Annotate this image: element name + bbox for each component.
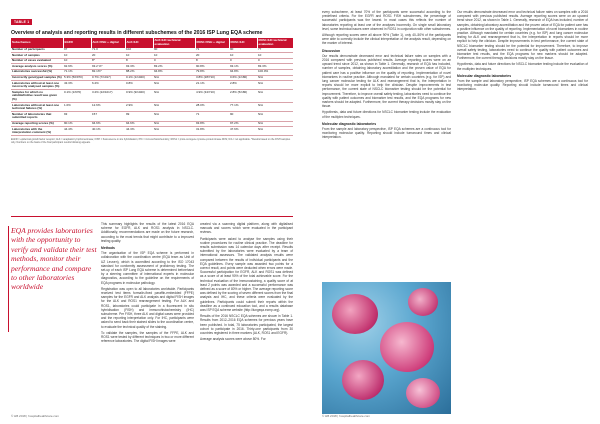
table-cell: N/A [153,127,195,136]
table-cell: 5.3% (50/970) [63,75,91,81]
table-cell: 90 [229,48,257,53]
table-cell: 6.2% [91,81,125,90]
table-cell: 47.6% [229,127,257,136]
left-column-1 [101,222,194,345]
footer-left: © HB 2018 | hospitalhealthcare.com [11,414,60,418]
paragraph: Average analysis scores were above 80%. For [200,337,266,342]
table-cell: 10 [257,53,293,59]
table-cell: 97 [63,48,91,53]
section-heading: Methods [101,246,115,251]
table-cell: 21.1% [195,81,229,90]
paragraph: Hypothesis, data and future directions for NSCLC biomarker testing include the evaluation of the multiplex techniques. [457,62,588,71]
paragraph: This summary highlights the results of the latest 2016 EQA scheme for EGFR, ALK and ROS1 analysis in NSCLC. Additionally, recommendations are made on the future research, according to the most trends that might contribute to a improved testing quality. [101,222,194,243]
table-cell: 8* [91,58,125,64]
table-row [11,81,293,90]
table-row [11,127,293,136]
section-heading: Discussion [322,48,341,53]
table-tag: TABLE 1 [11,19,32,25]
table-row-label: Number of samples [11,53,63,59]
table-cell: 20 [195,53,229,59]
table-header-cell: ALK IHC [125,38,153,47]
table-cell: 10 [153,53,195,59]
table-header-cell: EGFR [63,38,91,47]
table-cell: 31.8% [195,127,229,136]
table-cell: 0.9% (9/1020) [125,90,153,103]
table-cell: 0.8% [125,81,153,90]
table-cell: 0.1% (1/970) [63,90,91,103]
paragraph: created via a scanning digital platform, along with digitalised manuals and scores which were evaluated in the participant reviews. [200,222,293,235]
table-header-cell: ALK IHC technical evaluation [153,38,195,47]
results-table-block [11,10,293,144]
paragraph: every subscheme, at least 70% of the participants were successful according to the predefined criteria. For the EGFR and ROS1 FISH subschemes, the percentage of successful participants was the lowest. In most cases this reflects the number of laboratories reporting at least one of the analyses incorrectly. On single small laboratory level, some technical issues were observed in ROS1 in conjunction with other subschemes. [322,10,451,31]
results-table [11,38,294,136]
paragraph: Registration was open to all laboratories worldwide. Participants received test items formalin-fixed paraffin-embedded (FFPE) samples for the EGFR and ALK analysis and digital FISH images for the ALK and ROS1 rearrangement testing. For ALK and ROS1, laboratories could participate in a fluorescent in situ hybridisation (FISH) and immunohistochemistry (IHC) subscheme. Per FISH, three ALK and digital cases were provided and the reporting interpretation only. For IHC, participants were asked to send back their stained slides to the coordination centre, to evaluate the technical quality of the staining. [101,286,194,329]
table-cell: N/A [257,75,293,81]
table-cell: 93.3% [125,64,153,70]
table-cell: N/A [257,121,293,127]
table-cell: 0 [229,58,257,64]
table-cell: 3.2% (22/1017) [91,90,125,103]
table-row-label: Laboratories with the interpretation comment (%) [11,127,63,136]
table-cell: 102 [125,48,153,53]
table-cell: 157 [91,112,125,121]
table-title: Overview of analysis and reporting results in different subschemes of the 2016 ISP Lung EQA scheme [11,30,263,36]
table-cell: 94.8% [229,69,257,75]
table-cell: 10 [125,53,153,59]
table-body [11,48,293,136]
pull-quote-bar [8,226,9,332]
table-cell: 90.1% [63,121,91,127]
table-cell: 82.1%* [91,69,125,75]
paragraph: To validate the samples, the samples of the FFPE, ALK and ROS1 were tested by different techniques in two or more different reference laboratories. The digital FISH images were [101,330,194,344]
table-cell: 3.8% (28/710) [195,75,229,81]
table-cell: 1.0% [63,103,91,112]
paragraph: Our results demonstrate decreased error and technical failure rates on samples with a 2016 compared with previous published results. Average reporting scores were on an upward trend since 2012, as shown in Table 1. Generally, research of EQA has included, number of samples, obtaining laboratory accreditation and the proven value of EQA for patient care has a positive influence on the quality of reporting. Implementation of novel biomarkers in routine practice. Although mandated for certain countries (e.g. for ISP) and lung cancer molecular testing for ALK and rearrangement that is, the interpretation in reports should be more explicit to help the clinician. Despite improvements in test performance, the current state of NSCLC biomarker testing should be the potential for improvement. Therefore, to improve overall safety testing, laboratories need to continue the quality with patient outcomes and biomarker test results, and the EQA programs for new markers should be adapted. Furthermore, the current therapy decisions mostly stay on the tissue. [457,10,588,61]
table-header-cell: ALK FISH + digital [91,38,125,47]
table-cell: 71 [195,48,229,53]
paragraph: Our results demonstrate decreased error and technical failure rates on samples with a 2016 compared with previous published results. Average reporting scores were on an upward trend since 2012, as shown in Table 1. Generally, research of EQA has included, number of samples, obtaining laboratory accreditation and the proven value of EQA for patient care has a positive influence on the quality of reporting. Implementation of novel biomarkers in routine practice. Although mandated for certain countries (e.g. for ISP) and lung cancer molecular testing for ALK and rearrangement that is, the interpretation in reports should be more explicit to help the clinician. Despite improvements in test performance, the current state of NSCLC biomarker testing should be the potential for improvement. Therefore, to improve overall safety testing, laboratories need to continue the quality with patient outcomes and biomarker test results, and the EQA programs for new markers should be adapted. Furthermore, the current therapy decisions mostly stay on the tissue. [322,53,451,109]
table-cell: 97.2% [229,121,257,127]
table-cell: 0.7% (7/1017) [91,75,125,81]
table-cell: 71.1% [63,69,91,75]
table-row-label: Laboratories without at least one technical failures (%) [11,103,63,112]
table-row-label: Number of cases evaluated [11,58,63,64]
table-row [11,112,293,121]
table-cell: N/A [153,75,195,81]
table-footnote: EGFR = epidermal growth factor receptor; ALK = anaplastic lymphoma kinase; FISH = fluorescence in situ hybridisation; IHC = immunohistochemistry; ROS1 = proto-oncogene tyrosine-protein kinase ROS; N/A = not applicable. *Results based on the FISH samples only. Numbers on the basis of the final participant results following appeals. [11,138,291,145]
table-cell: N/A [153,121,195,127]
table-cell: 8 [195,58,229,64]
section-divider [11,216,293,217]
table-row-label: Average reporting scores (%) [11,121,63,127]
right-column-2 [457,10,588,414]
table-cell: 83.2% [153,64,195,70]
table-row-label: Laboratories successful (%) [11,69,63,75]
table-header-cell: ROS1 FISH + digital [195,38,229,47]
table-cell: 93.1% [229,64,257,70]
table-cell: N/A [257,127,293,136]
table-cell: 93.8% [195,121,229,127]
table-cell: 92.9% [63,64,91,70]
section-heading: Molecular diagnostic laboratories [322,121,377,126]
table-cell: 88.2% [125,69,153,75]
table-cell: 0 [153,58,195,64]
table-cell: 43.3% [63,81,91,90]
table-cell: N/A [153,90,195,103]
table-row-label: Average analysis scores (%) [11,64,63,70]
table-header-cell: Subschemes [11,38,63,47]
table-cell: 90 [229,112,257,121]
table-cell: 77 [257,48,293,53]
paragraph: Hypothesis, data and future directions for NSCLC biomarker testing include the evaluation of the multiplex techniques. [322,110,451,119]
table-row-label: Incorrectly genotyped samples (%) [12,75,62,80]
table-cell: 71.0 [91,48,125,53]
footer-right: © HB 2018 | hospitalhealthcare.com [322,414,371,418]
table-cell: N/A [257,90,293,103]
paragraph: Results of the 2016 NSCLC EQA schemes are shown in Table 1. Results from 2012–2016 EQA schemes for previous years have been published. In total, 75 laboratories participated, the largest cohort to participate in 2016. Thirty-one participants from 30 countries registered in three markers (ALK, ROS1 and EGFR). [200,314,293,336]
table-row [11,90,293,103]
table-cell: 71 [195,112,229,121]
right-column-1 [322,10,451,278]
table-cell: 10 [63,58,91,64]
paragraph: Molecular diagnostic laboratories [457,73,512,78]
table-cell: 44.3% [125,127,153,136]
table-cell: 10 [63,53,91,59]
table-row-label: Number of participants [11,48,63,53]
table-header-cell: ROS1 IHC technical evaluation [257,38,293,47]
table-cell: 2.9% [125,103,153,112]
table-cell: 2.8% [229,81,257,90]
left-column-2 [200,222,293,343]
table-row-label: Samples for which no valid/definitive result was given (%) [11,90,63,103]
table-cell: 40.1% [91,127,125,136]
table-cell: 0.6% (1/180) [229,75,257,81]
table-cell: 20 [91,53,125,59]
table-cell: 100.0% [257,69,293,75]
table-cell: 28.0% [195,103,229,112]
table-row-label: Number of laboratories that submitted reports [11,112,63,121]
paragraph: Although reporting scores were all above 90% (Table 1), only 40–50% of the participants were able to correctly include the clinical interpretation of the analysis result, depending on the marker of interest. [322,33,451,46]
table-cell: N/A [153,112,195,121]
table-cell: 90 [153,48,195,53]
table-cell: 44.4% [63,127,91,136]
paragraph: Participants were asked to analyse the samples using their routine procedures for routine clinical practice. The deadline for results submission was 14 calendar days after receipt. Results submitted by the laboratories were evaluated by a team of international assessors. The validated analysis results were compared between the results of individual participants and the EQA guidelines. Every sample was awarded two points for a correct result, and points were deducted when errors were made. Successful participation for EGFR, ALK and ROS1 was defined as a score of at least 90% of the total achievable score. For the technical evaluation of the immunostaining, a quality score of at least 2 points was awarded and a successful performance was defined as a score of 80% or higher. The average reporting score was defined by the scoring of seven different scores from the final analysis and IHC, and these criteria were evaluated by the guidelines. Participants could submit their reports within the deadline as a continued education tool, and a results database was ISP EQA scheme website (http://lungeqa.ecmp.org). [200,236,293,313]
table-cell: N/A [257,112,293,121]
paragraph: The organisation of the ISP EQA scheme is performed in collaboration with the coordination centre (EQA team as Unit of UZ Leuven), which is accredited according to the ISO 17043 standard for conformity assessment of proficiency testing. The set-up of each ISP Lung EQA scheme is determined beforehand by a steering committee of international experts in molecular diagnostics, according to the guideline on the requirements of EQA programs in molecular pathology. [101,251,194,285]
table-cell: 4.9% (34/710) [195,90,229,103]
microscopy-image [322,282,451,414]
table-cell: 10 [229,53,257,59]
table-cell: 94.6% [91,121,125,127]
table-cell: 79.8% [195,69,229,75]
table-cell: N/A [257,81,293,90]
table-cell: 2.8% (5/180) [229,90,257,103]
table-cell: 94.6% [125,121,153,127]
table-cell: N/A [153,81,195,90]
table-cell: 93 [63,112,91,121]
table-cell: 94.8% [153,69,195,75]
table-cell: 77.1% [229,103,257,112]
table-cell: N/A [153,103,195,112]
pull-quote: EQA provides laboratories with the opportunity to verify and validate their test methods, monitor their performance and compare to other laboratories worldwide [11,226,97,292]
paragraph: From the sample and laboratory perspective, ISP EQA schemes are a continuous tool for monitoring molecular quality. Reporting should include turnaround times and clinical interpretation. [457,79,588,92]
table-cell: 99 [125,112,153,121]
table-cell: 12.6% [91,103,125,112]
table-cell: 83.3% [257,64,293,70]
table-cell: 0 [257,58,293,64]
table-cell: 93.2 %* [91,64,125,70]
table-header-cell: ROS1 IHC [229,38,257,47]
table-header-row [11,38,293,47]
table-cell: 90.8% [195,64,229,70]
paragraph: From the sample and laboratory perspective, ISP EQA schemes are a continuous tool for monitoring molecular quality. Reporting should include turnaround times and clinical interpretation. [322,127,451,140]
table-row [11,103,293,112]
table-row-label: Laboratories without at least one incorrectly analysed samples (%) [11,81,63,90]
table-cell: 0.1% (1/1020) [125,75,153,81]
table-cell: N/A [257,103,293,112]
table-cell: 8 [125,58,153,64]
